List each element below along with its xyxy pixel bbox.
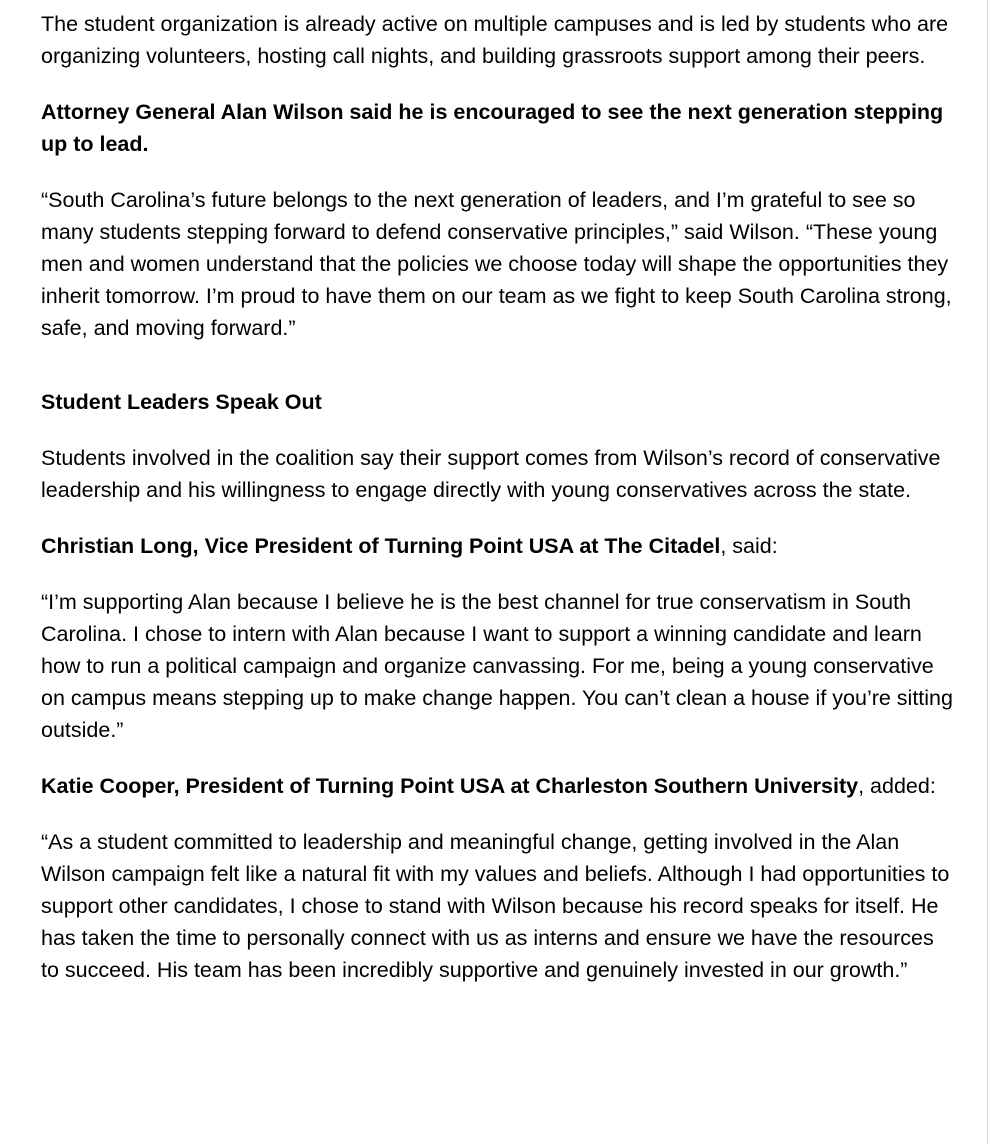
intro-paragraph: The student organization is already active on multiple campuses and is led by students who are organizing volunteers, hosting call nights, and building grassroots support among their peers.	[41, 12, 949, 68]
students-paragraph: Students involved in the coalition say their support comes from Wilson’s record of conservative leadership and his willingness to engage directly with young conservatives across the state.	[41, 446, 941, 502]
speaker1-quote-paragraph: “I’m supporting Alan because I believe he is the best channel for true conservatism in South Carolina. I chose to intern with Alan because I want to support a winning candidate and learn how to run a political campaign and organize canvassing. For me, being a young conservative on campus means stepping up to make change happen. You can’t clean a house if you’re sitting outside.”	[41, 590, 953, 742]
speaker2-attribution	[41, 770, 956, 802]
bold-lead-paragraph	[41, 96, 956, 160]
wilson-quote-paragraph: “South Carolina’s future belongs to the next generation of leaders, and I’m grateful to see so many students stepping forward to defend conservative principles,” said Wilson. “These young men and women understand that the policies we choose today will shape the opportunities they inherit tomorrow. I’m proud to have them on our team as we fight to keep South Carolina strong, safe, and moving forward.”	[41, 188, 952, 340]
speaker1-name-title: Christian Long, Vice President of Turning Point USA at The Citadel	[41, 534, 721, 558]
speaker1-verb: , said:	[720, 534, 778, 558]
article-body	[41, 8, 956, 986]
section-heading-text: Student Leaders Speak Out	[41, 390, 322, 414]
speaker1-attribution	[41, 530, 956, 562]
speaker2-name-title: Katie Cooper, President of Turning Point USA at Charleston Southern University	[41, 774, 859, 798]
speaker2-verb: , added:	[858, 774, 936, 798]
section-heading	[41, 386, 956, 418]
bold-lead-text: Attorney General Alan Wilson said he is encouraged to see the next generation stepping up to lead.	[41, 100, 944, 156]
speaker2-quote-paragraph: “As a student committed to leadership and meaningful change, getting involved in the Alan Wilson campaign felt like a natural fit with my values and beliefs. Although I had opportunities to support other candidates, I chose to stand with Wilson because his record speaks for itself. He has taken the time to personally connect with us as interns and ensure we have the resources to succeed. His team has been incredibly supportive and genuinely invested in our growth.”	[41, 830, 950, 982]
